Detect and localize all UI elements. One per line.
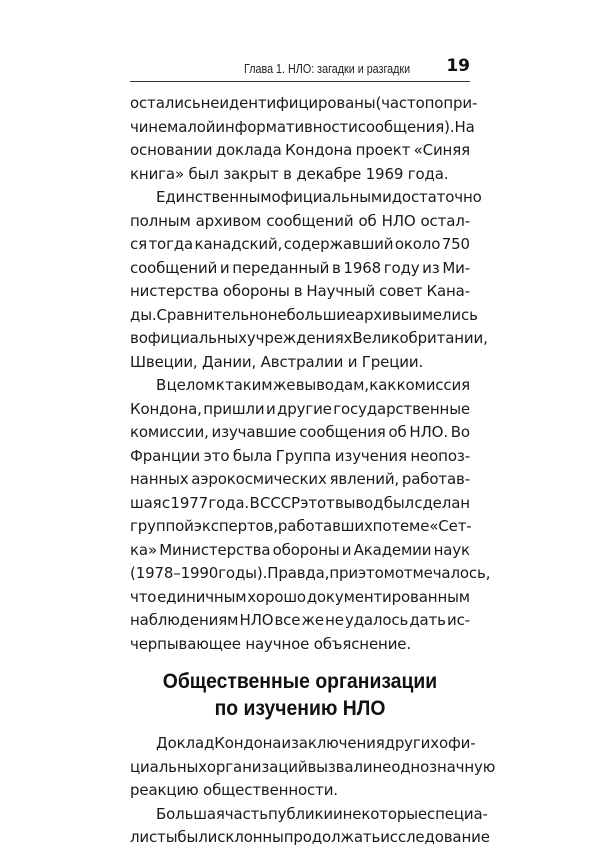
text-line: Кондона, пришли и другие государственные bbox=[130, 399, 470, 418]
text-line: нанных аэрокосмических явлений, работав- bbox=[130, 470, 470, 488]
text-line: листы были склонны продолжать исследование bbox=[130, 828, 490, 846]
running-head bbox=[130, 56, 470, 84]
text-line: ся тогда канадский, содержавший около 750 bbox=[130, 235, 470, 253]
text-line: полным архивом сообщений об НЛО остал- bbox=[130, 211, 470, 230]
text-line: (1978–1990 годы). Правда, при этом отмечалось, bbox=[130, 564, 491, 582]
section-heading-line: по изучению НЛО bbox=[214, 696, 386, 720]
text-line: реакцию общественности. bbox=[130, 781, 338, 799]
text-line: Доклад Кондона и заключения других офи- bbox=[156, 734, 476, 752]
text-line: остались неидентифицированы (часто по при- bbox=[130, 94, 478, 112]
body-text bbox=[130, 92, 496, 850]
paragraph bbox=[130, 803, 490, 850]
text-line: что единичным хорошо документированным bbox=[130, 587, 470, 606]
text-line: Единственным официальным и достаточно bbox=[156, 188, 482, 206]
paragraph bbox=[130, 732, 496, 803]
text-line: циальных организаций вызвали неоднозначную bbox=[130, 757, 496, 776]
section-heading-line: Общественные организации bbox=[162, 669, 438, 693]
section-heading bbox=[130, 668, 470, 722]
text-line: основании доклада Кондона проект «Синяя bbox=[130, 141, 470, 159]
text-line: книга» был закрыт в декабре 1969 года. bbox=[130, 164, 449, 183]
text-line: группой экспертов, работавших по теме «Сет- bbox=[130, 517, 472, 535]
text-line: Большая часть публики и некоторые специа- bbox=[156, 804, 488, 823]
text-line: сообщений и переданный в 1968 году из Ми- bbox=[130, 258, 470, 277]
text-line: комиссии, изучавшие сообщения об НЛО. Во bbox=[130, 423, 470, 441]
text-line: Швеции, Дании, Австралии и Греции. bbox=[130, 352, 424, 371]
paragraph bbox=[130, 92, 478, 186]
text-line: В целом к таким же выводам, как комиссия bbox=[156, 376, 470, 394]
text-line: ды. Сравнительно небольшие архивы имелись bbox=[130, 305, 478, 324]
chapter-title: Глава 1. НЛО: загадки и разгадки bbox=[243, 62, 410, 76]
page-number: 19 bbox=[446, 56, 470, 76]
text-line: шая с 1977 года. В СССР этот вывод был сделан bbox=[130, 493, 470, 512]
text-line: нистерства обороны в Научный совет Кана- bbox=[130, 282, 470, 300]
header-rule bbox=[130, 81, 470, 82]
paragraph bbox=[130, 374, 491, 656]
text-line: ка» Министерства обороны и Академии наук bbox=[130, 540, 470, 559]
text-line: в официальных учреждениях Великобритании, bbox=[130, 329, 488, 347]
text-line: Франции это была Группа изучения неопоз- bbox=[130, 446, 470, 465]
text-line: наблюдениям НЛО все же не удалось дать ис- bbox=[130, 611, 470, 629]
text-line: чине малой информативности сообщения). На bbox=[130, 117, 475, 136]
text-line: черпывающее научное объяснение. bbox=[130, 634, 411, 653]
paragraph bbox=[130, 186, 488, 374]
